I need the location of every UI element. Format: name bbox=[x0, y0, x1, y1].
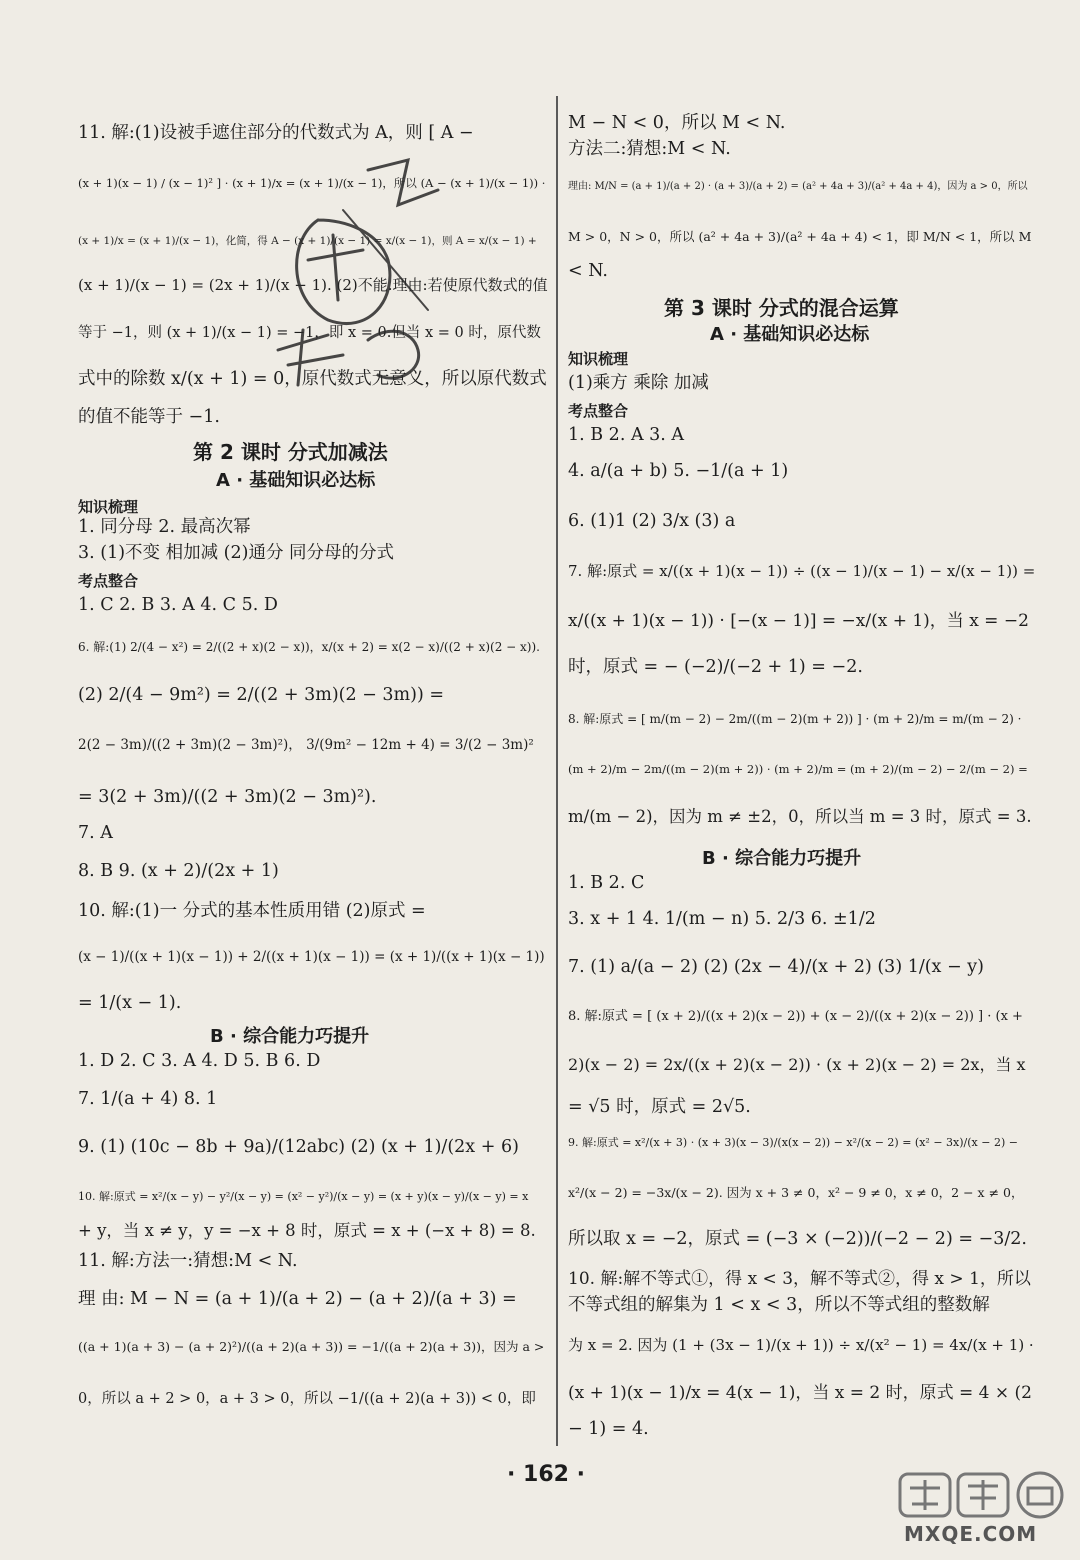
answer-line: 8. 解:原式 = [ (x + 2)/((x + 2)(x − 2)) + (x − 2)/((x + 2)(x − 2)) ] · (x + bbox=[568, 1009, 1023, 1024]
answer-line: = 1/(x − 1). bbox=[78, 993, 182, 1013]
answer-line: 为 x = 2. 因为 (1 + (3x − 1)/(x + 1)) ÷ x/(x² − 1) = 4x/(x + 1) · bbox=[568, 1336, 1034, 1354]
answer-line: 理 由: M − N = (a + 1)/(a + 2) − (a + 2)/(a + 3) = bbox=[78, 1289, 517, 1309]
answer-line: m/(m − 2)，因为 m ≠ ±2，0，所以当 m = 3 时，原式 = 3. bbox=[568, 807, 1032, 826]
section-heading: 知识梳理 bbox=[78, 498, 139, 516]
answer-line: (2) 2/(4 − 9m²) = 2/((2 + 3m)(2 − 3m)) = bbox=[78, 685, 445, 705]
answer-line: 8. 解:原式 = [ m/(m − 2) − 2m/((m − 2)(m + 2)) ] · (m + 2)/m = m/(m − 2) · bbox=[568, 712, 1022, 726]
answer-line: ((a + 1)(a + 3) − (a + 2)²)/((a + 2)(a + 3)) = −1/((a + 2)(a + 3))，因为 a > bbox=[78, 1339, 545, 1354]
answer-line: 理由: M/N = (a + 1)/(a + 2) · (a + 3)/(a + 2) = (a² + 4a + 3)/(a² + 4a + 4)，因为 a > 0，所以 bbox=[568, 181, 1028, 192]
answer-line: 8. B 9. (x + 2)/(2x + 1) bbox=[78, 861, 279, 881]
answer-line: 方法二:猜想:M < N. bbox=[568, 139, 731, 159]
answer-line: 1. D 2. C 3. A 4. D 5. B 6. D bbox=[78, 1051, 321, 1071]
answer-line: 7. 1/(a + 4) 8. 1 bbox=[78, 1089, 218, 1109]
answer-line: 0，所以 a + 2 > 0，a + 3 > 0，所以 −1/((a + 2)(a + 3)) < 0，即 bbox=[78, 1391, 536, 1407]
answer-line: 7. (1) a/(a − 2) (2) (2x − 4)/(x + 2) (3) 1/(x − y) bbox=[568, 957, 984, 977]
logo-text: MXQE.COM bbox=[904, 1522, 1038, 1546]
level-title: A · 基础知识必达标 bbox=[216, 470, 376, 491]
answer-line: + y，当 x ≠ y，y = −x + 8 时，原式 = x + (−x + 8) = 8. bbox=[78, 1221, 536, 1240]
answer-line: (x − 1)/((x + 1)(x − 1)) + 2/((x + 1)(x − 1)) = (x + 1)/((x + 1)(x − 1)) bbox=[78, 949, 545, 965]
answer-line: 1. B 2. A 3. A bbox=[568, 425, 685, 445]
answer-line: 的值不能等于 −1. bbox=[78, 407, 220, 427]
answer-line: M − N < 0，所以 M < N. bbox=[568, 113, 786, 133]
answer-line: 4. a/(a + b) 5. −1/(a + 1) bbox=[568, 461, 789, 481]
answer-line: (x + 1)(x − 1) / (x − 1)² ] · (x + 1)/x = (x + 1)/(x − 1)，所以 (A − (x + 1)/(x − 1)) · bbox=[78, 176, 546, 190]
answer-line: 等于 −1，则 (x + 1)/(x − 1) = −1，即 x = 0.但当 x = 0 时，原代数 bbox=[78, 325, 541, 341]
answer-line: (x + 1)/(x − 1) = (2x + 1)/(x − 1). (2)不能.理由:若使原代数式的值 bbox=[78, 276, 548, 294]
lesson-title: 第 3 课时 分式的混合运算 bbox=[664, 296, 899, 320]
answer-line: = 3(2 + 3m)/((2 + 3m)(2 − 3m)²). bbox=[78, 787, 377, 807]
lesson-title: 第 2 课时 分式加减法 bbox=[193, 440, 388, 464]
answer-line: 时，原式 = − (−2)/(−2 + 1) = −2. bbox=[568, 657, 863, 677]
answer-line: 10. 解:解不等式①，得 x < 3，解不等式②，得 x > 1，所以 bbox=[568, 1269, 1031, 1289]
site-logo bbox=[898, 1470, 1068, 1552]
answer-line: M > 0，N > 0，所以 (a² + 4a + 3)/(a² + 4a + 4) < 1，即 M/N < 1，所以 M bbox=[568, 229, 1032, 244]
answer-line: 不等式组的解集为 1 < x < 3，所以不等式组的整数解 bbox=[568, 1295, 990, 1315]
answer-line: 式中的除数 x/(x + 1) = 0，原代数式无意义，所以原代数式 bbox=[78, 369, 547, 389]
answer-line: 6. 解:(1) 2/(4 − x²) = 2/((2 + x)(2 − x))，x/(x + 2) = x(2 − x)/((2 + x)(2 − x)). bbox=[78, 640, 540, 654]
section-heading: 知识梳理 bbox=[568, 350, 629, 368]
answer-line: 3. x + 1 4. 1/(m − n) 5. 2/3 6. ±1/2 bbox=[568, 909, 876, 929]
page-number: · 162 · bbox=[507, 1462, 585, 1487]
answer-line: (x + 1)/x = (x + 1)/(x − 1)，化简，得 A − (x + 1)/(x − 1) = x/(x − 1)，则 A = x/(x − 1) + bbox=[78, 235, 537, 247]
answer-line: 9. (1) (10c − 8b + 9a)/(12abc) (2) (x + 1)/(2x + 6) bbox=[78, 1137, 519, 1157]
answer-line: 10. 解:(1)一 分式的基本性质用错 (2)原式 = bbox=[78, 901, 426, 921]
answer-line: (m + 2)/m − 2m/((m − 2)(m + 2)) · (m + 2)/m = (m + 2)/(m − 2) − 2/(m − 2) = bbox=[568, 762, 1028, 776]
answer-line: 9. 解:原式 = x²/(x + 3) · (x + 3)(x − 3)/(x(x − 2)) − x²/(x − 2) = (x² − 3x)/(x − 2) − bbox=[568, 1136, 1018, 1149]
answer-line: 2(2 − 3m)/((2 + 3m)(2 − 3m)²)， 3/(9m² − 12m + 4) = 3/(2 − 3m)² bbox=[78, 737, 534, 753]
answer-line: (1)乘方 乘除 加减 bbox=[568, 373, 709, 393]
answer-line: 6. (1)1 (2) 3/x (3) a bbox=[568, 511, 736, 531]
answer-line: = √5 时，原式 = 2√5. bbox=[568, 1097, 751, 1117]
answer-line: − 1) = 4. bbox=[568, 1419, 649, 1439]
answer-line: x/((x + 1)(x − 1)) · [−(x − 1)] = −x/(x + 1)，当 x = −2 bbox=[568, 611, 1029, 631]
answer-line: x²/(x − 2) = −3x/(x − 2). 因为 x + 3 ≠ 0，x² − 9 ≠ 0，x ≠ 0，2 − x ≠ 0， bbox=[568, 1185, 1024, 1200]
answer-line: 10. 解:原式 = x²/(x − y) − y²/(x − y) = (x² − y²)/(x − y) = (x + y)(x − y)/(x − y) = x bbox=[78, 1190, 529, 1203]
column-divider bbox=[556, 96, 558, 1446]
level-title: B · 综合能力巧提升 bbox=[210, 1026, 370, 1047]
answer-line: 1. B 2. C bbox=[568, 873, 645, 893]
answer-line: < N. bbox=[568, 261, 608, 281]
answer-line: 7. 解:原式 = x/((x + 1)(x − 1)) ÷ ((x − 1)/(x − 1) − x/(x − 1)) = bbox=[568, 562, 1036, 580]
answer-line: (x + 1)(x − 1)/x = 4(x − 1)，当 x = 2 时，原式 = 4 × (2 bbox=[568, 1383, 1032, 1403]
answer-line: 2)(x − 2) = 2x/((x + 2)(x − 2)) · (x + 2)(x − 2) = 2x，当 x bbox=[568, 1055, 1026, 1074]
answer-line: 1. C 2. B 3. A 4. C 5. D bbox=[78, 595, 278, 615]
answer-line: 7. A bbox=[78, 823, 113, 843]
answer-line: 11. 解:方法一:猜想:M < N. bbox=[78, 1251, 298, 1271]
section-heading: 考点整合 bbox=[78, 572, 139, 590]
answer-line: 所以取 x = −2，原式 = (−3 × (−2))/(−2 − 2) = −3/2. bbox=[568, 1229, 1027, 1249]
answer-line: 11. 解:(1)设被手遮住部分的代数式为 A，则 [ A − bbox=[78, 123, 474, 143]
logo-glyphs bbox=[898, 1470, 1068, 1520]
section-heading: 考点整合 bbox=[568, 402, 629, 420]
answer-line: 1. 同分母 2. 最高次幂 bbox=[78, 517, 251, 537]
answer-line: 3. (1)不变 相加减 (2)通分 同分母的分式 bbox=[78, 543, 395, 563]
level-title: B · 综合能力巧提升 bbox=[702, 848, 862, 869]
level-title: A · 基础知识必达标 bbox=[710, 324, 870, 345]
